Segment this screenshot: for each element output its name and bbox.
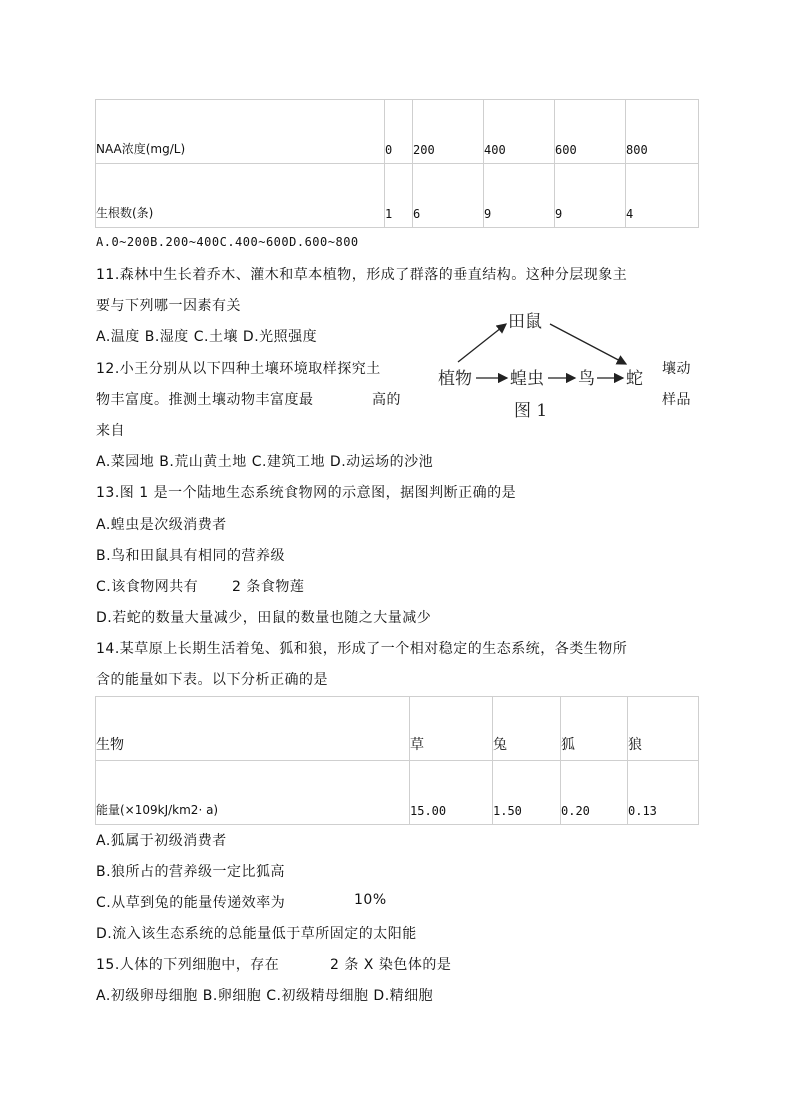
table-cell: 生物 [96,697,410,761]
table-cell: 兔 [493,697,561,761]
q13-option-d: D.若蛇的数量大量减少，田鼠的数量也随之大量减少 [96,610,432,626]
q14-option-c-part2: 10% [354,892,387,908]
q12-stem-line1: 12.小王分别从以下四种土壤环境取样探究土 [96,361,381,377]
q13-option-b: B.鸟和田鼠具有相同的营养级 [96,548,286,564]
table-cell: 0.20 [561,761,628,825]
food-web-diagram [430,300,660,430]
energy-table [95,696,699,825]
q14-option-c-part1: C.从草到兔的能量传递效率为 [96,895,286,911]
node-plant: 植物 [438,369,472,389]
naa-table [95,99,699,228]
q14-option-d: D.流入该生态系统的总能量低于草所固定的太阳能 [96,926,417,942]
q13-stem: 13.图 1 是一个陆地生态系统食物网的示意图，据图判断正确的是 [96,485,517,501]
node-locust: 蝗虫 [510,369,544,389]
table-row [96,697,699,761]
q14-option-b: B.狼所占的营养级一定比狐高 [96,864,286,880]
table-cell: 1 [385,164,413,228]
q10-options: A.0~200B.200~400C.400~600D.600~800 [96,235,359,249]
q13-option-c-part1: C.该食物网共有 [96,579,199,595]
q14-stem-line2: 含的能量如下表。以下分析正确的是 [96,672,328,688]
q14-option-a: A.狐属于初级消费者 [96,833,227,849]
node-snake: 蛇 [626,369,643,389]
table-cell: 600 [555,100,626,164]
table-cell: 狼 [628,697,699,761]
table-row [96,761,699,825]
q15-options: A.初级卵母细胞 B.卵细胞 C.初级精母细胞 D.精细胞 [96,988,434,1004]
edge-plant-mouse [458,324,506,362]
table-cell: NAA浓度(mg/L) [96,100,385,164]
table-cell: 9 [555,164,626,228]
q11-options: A.温度 B.湿度 C.土壤 D.光照强度 [96,329,318,345]
table-cell: 0 [385,100,413,164]
node-bird: 鸟 [578,369,595,389]
q15-stem-part1: 15.人体的下列细胞中，存在 [96,957,280,973]
table-cell: 200 [413,100,484,164]
table-cell: 6 [413,164,484,228]
table-cell: 800 [626,100,699,164]
figure-caption: 图 1 [514,401,548,421]
q13-option-a: A.蝗虫是次级消费者 [96,517,227,533]
q12-options: A.菜园地 B.荒山黄土地 C.建筑工地 D.动运场的沙池 [96,454,434,470]
table-cell: 400 [484,100,555,164]
table-cell: 生根数(条) [96,164,385,228]
edge-mouse-snake [550,324,626,364]
table-cell: 9 [484,164,555,228]
q12-stem-line2: 物丰富度。推测土壤动物丰富度最 [96,392,314,408]
q11-stem-line2: 要与下列哪一因素有关 [96,298,241,314]
table-cell: 15.00 [410,761,493,825]
table-cell: 1.50 [493,761,561,825]
q15-stem-part2: 2 条 X 染色体的是 [330,957,452,973]
q12-stem-line2-right: 样品 [662,392,691,408]
table-row [96,100,699,164]
table-cell: 0.13 [628,761,699,825]
q13-option-c-part2: 2 条食物莲 [232,579,305,595]
table-cell: 能量(×109kJ/km2· a) [96,761,410,825]
table-cell: 狐 [561,697,628,761]
q11-stem-line1: 11.森林中生长着乔木、灌木和草本植物，形成了群落的垂直结构。这种分层现象主 [96,267,628,283]
table-row [96,164,699,228]
q12-stem-line2-mid: 高的 [372,392,401,408]
q12-stem-line3: 来自 [96,423,125,439]
q12-stem-line1-right: 壤动 [662,361,691,377]
table-cell: 4 [626,164,699,228]
q14-stem-line1: 14.某草原上长期生活着兔、狐和狼，形成了一个相对稳定的生态系统，各类生物所 [96,641,628,657]
table-cell: 草 [410,697,493,761]
node-field-mouse: 田鼠 [508,312,542,332]
